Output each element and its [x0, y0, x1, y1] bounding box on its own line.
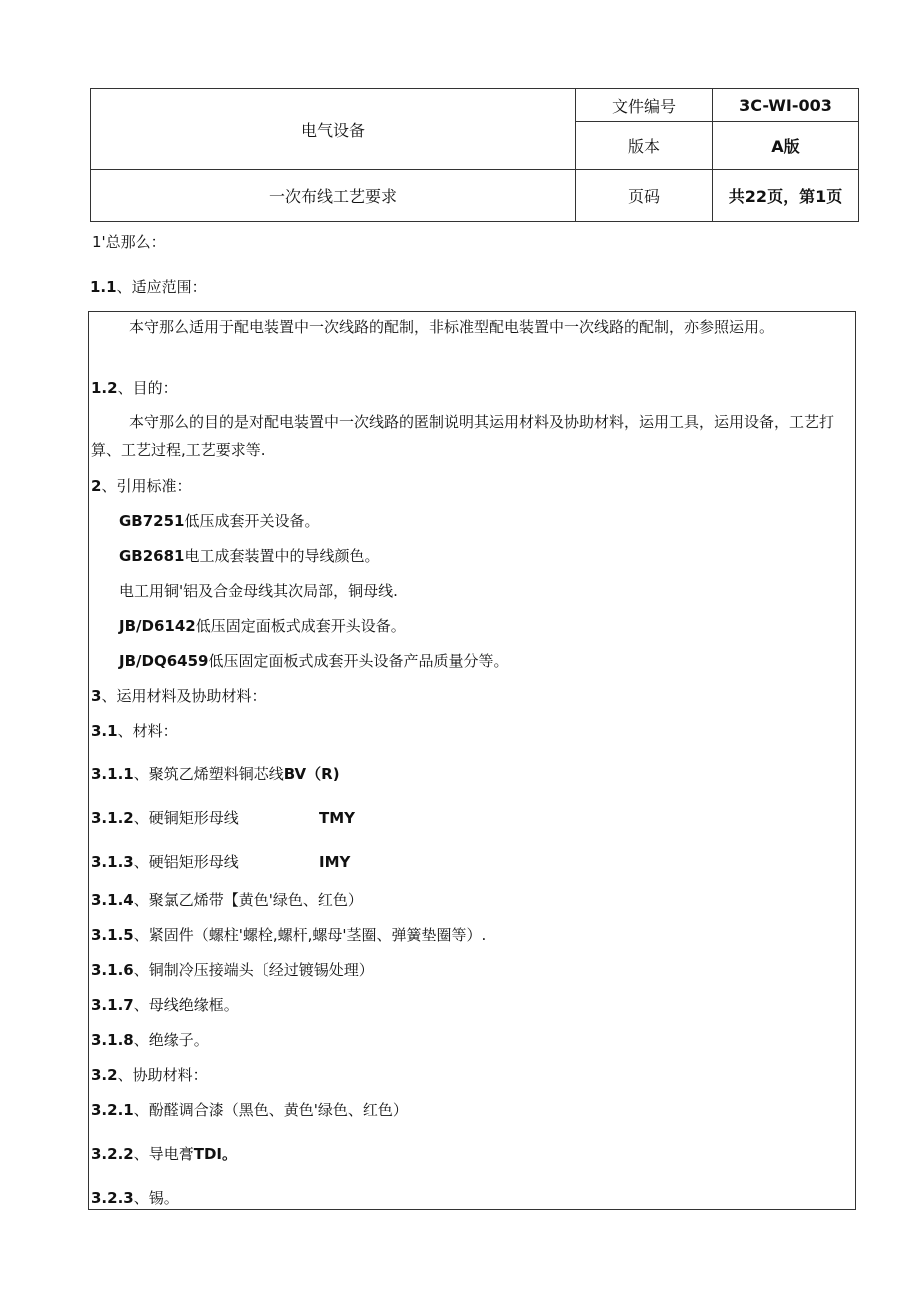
- item-text: 、绝缘子。: [133, 1031, 209, 1049]
- material-item: [91, 995, 239, 1015]
- standard-text: 电工用铜'铝及合金母线其次局部，铜母线.: [119, 582, 398, 600]
- material-item: [91, 764, 591, 784]
- standard-text: 电工成套装置中的导线颜色。: [184, 547, 380, 565]
- section-title: 、目的：: [117, 379, 178, 397]
- item-number: 3.1.4: [91, 891, 134, 909]
- item-code: BV（R): [283, 765, 340, 783]
- material-item: [91, 960, 374, 980]
- section-number: 1.1: [90, 278, 117, 296]
- standard-code: JB/DQ6459: [119, 652, 209, 670]
- section-3-1-heading: [91, 721, 178, 741]
- section-1-heading: 1'总那么：: [92, 233, 166, 251]
- item-number: 3.1.2: [91, 809, 134, 827]
- doc-subject: 一次布线工艺要求: [91, 170, 576, 222]
- item-number: 3.1.7: [91, 996, 134, 1014]
- item-number: 3.1.1: [91, 765, 134, 783]
- item-number: 3.1.8: [91, 1031, 134, 1049]
- section-number: 2: [91, 477, 102, 495]
- section-2-heading: [91, 476, 191, 496]
- item-text: 、酚醛调合漆（黑色、黄色'绿色、红色）: [133, 1101, 408, 1119]
- section-1-2-heading: [91, 378, 178, 398]
- item-code: TMY: [319, 809, 356, 827]
- material-item: [91, 890, 363, 910]
- item-text: 、母线绝缘框。: [133, 996, 239, 1014]
- item-number: 3.1.5: [91, 926, 134, 944]
- doc-number-label: 文件编号: [576, 89, 713, 122]
- item-code: IMY: [319, 853, 351, 871]
- section-3-2-heading: [91, 1065, 208, 1085]
- section-number: 3.1: [91, 722, 118, 740]
- material-item: [91, 1030, 209, 1050]
- section-number: 3.2: [91, 1066, 118, 1084]
- item-text: 、铜制冷压接端头〔经过镀锡处理）: [133, 961, 374, 979]
- item-number: 3.1.6: [91, 961, 134, 979]
- aux-material-item: [91, 1144, 237, 1164]
- material-item: [91, 808, 591, 828]
- standard-text: 低压成套开关设备。: [184, 512, 320, 530]
- purpose-paragraph: 本守那么的目的是对配电装置中一次线路的匿制说明其运用材料及协助材料，运用工具，运用设备，工艺打算、工艺过程,工艺要求等.: [91, 413, 835, 459]
- content-box: [88, 311, 856, 1210]
- section-number: 1.2: [91, 379, 118, 397]
- doc-category-title: 电气设备: [91, 89, 576, 170]
- standard-code: GB2681: [119, 547, 185, 565]
- material-item: [91, 925, 486, 945]
- scope-paragraph: 本守那么适用于配电装置中一次线路的配制，非标准型配电装置中一次线路的配制，亦参照运用。: [129, 318, 775, 336]
- section-title: 、运用材料及协助材料：: [101, 687, 267, 705]
- item-text: 、锡。: [133, 1189, 179, 1207]
- item-text: 、紧固件（螺柱'螺栓,螺杆,螺母'茎圈、弹簧垫圈等）.: [133, 926, 487, 944]
- item-text: 、导电膏: [133, 1145, 194, 1163]
- standard-item: [119, 581, 398, 601]
- item-code: TDI。: [193, 1145, 237, 1163]
- section-title: 、材料：: [117, 722, 178, 740]
- version-label: 版本: [576, 122, 713, 170]
- item-text: 、硬铜矩形母线: [133, 809, 239, 827]
- standard-item: [119, 616, 406, 636]
- section-title: 、引用标准：: [101, 477, 192, 495]
- item-number: 3.2.1: [91, 1101, 134, 1119]
- section-number: 3: [91, 687, 102, 705]
- item-text: 、聚氯乙烯带【黄色'绿色、红色）: [133, 891, 363, 909]
- material-item: [91, 852, 591, 872]
- page-value: 共22页，第1页: [713, 170, 859, 222]
- standard-item: [119, 546, 380, 566]
- section-title: 、协助材料：: [117, 1066, 208, 1084]
- standard-item: [119, 511, 320, 531]
- standard-code: JB/D6142: [119, 617, 196, 635]
- section-1-1-heading: [90, 277, 207, 297]
- item-text: 、硬铝矩形母线: [133, 853, 239, 871]
- item-number: 3.1.3: [91, 853, 134, 871]
- item-number: 3.2.2: [91, 1145, 134, 1163]
- standard-text: 低压固定面板式成套开头设备。: [195, 617, 406, 635]
- item-number: 3.2.3: [91, 1189, 134, 1207]
- section-title: 、适应范围：: [116, 278, 207, 296]
- standard-code: GB7251: [119, 512, 185, 530]
- standard-text: 低压固定面板式成套开头设备产品质量分等。: [208, 652, 509, 670]
- doc-number-value: 3C-WI-003: [713, 89, 859, 122]
- aux-material-item: [91, 1188, 179, 1208]
- version-value: A版: [713, 122, 859, 170]
- standard-item: [119, 651, 508, 671]
- document-header-table: [90, 88, 859, 222]
- aux-material-item: [91, 1100, 408, 1120]
- section-3-heading: [91, 686, 266, 706]
- item-text: 、聚筑乙烯塑料铜芯线: [133, 765, 284, 783]
- page-label: 页码: [576, 170, 713, 222]
